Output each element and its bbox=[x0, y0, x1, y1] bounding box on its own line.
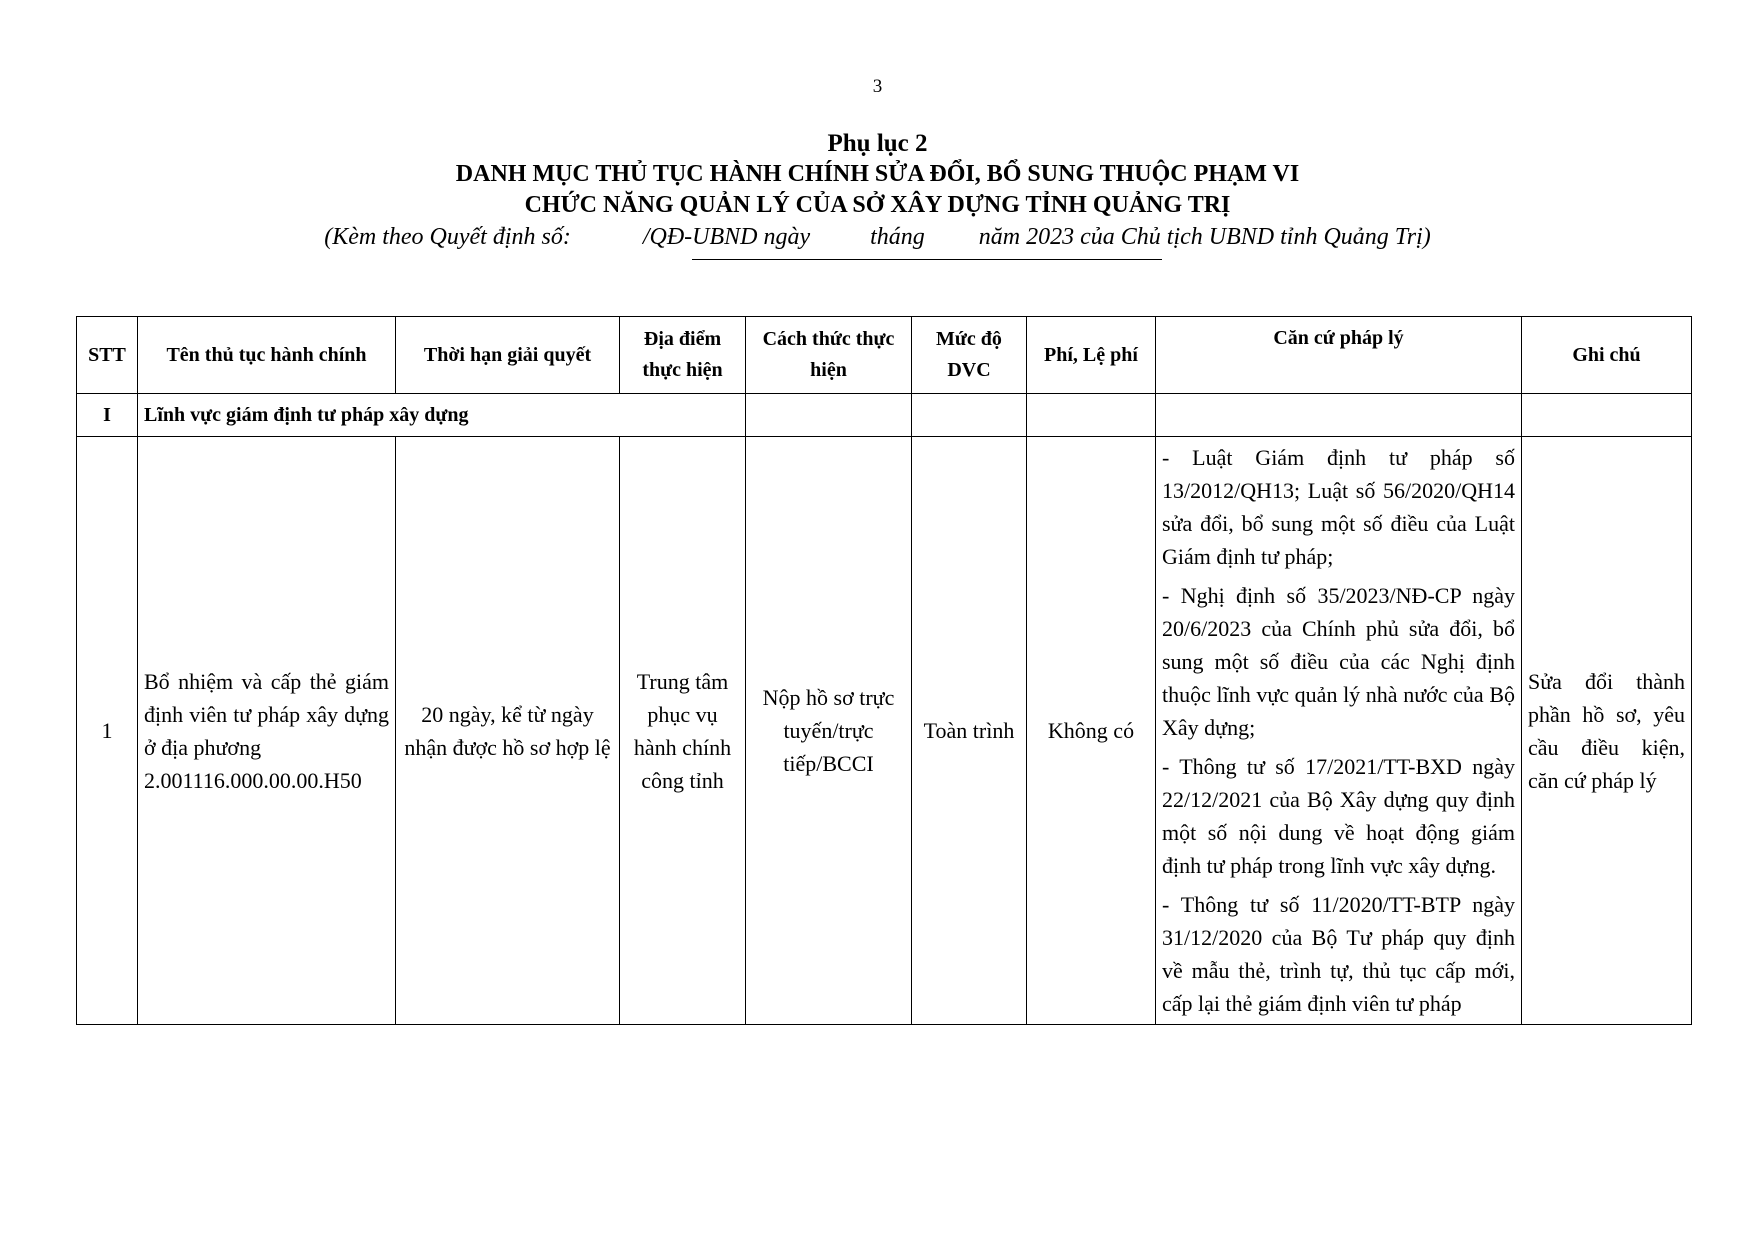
column-header: Tên thủ tục hành chính bbox=[138, 317, 396, 394]
legal-item: - Nghị định số 35/2023/NĐ-CP ngày 20/6/2023 của Chính phủ sửa đổi, bổ sung một số điều của các Nghị định thuộc lĩnh vực quản lý nhà nước của Bộ Xây dựng; bbox=[1162, 583, 1515, 740]
column-header: STT bbox=[77, 317, 138, 394]
note: Sửa đổi thành phần hồ sơ, yêu cầu điều kiện, căn cứ pháp lý bbox=[1522, 437, 1692, 1025]
title-line-2: CHỨC NĂNG QUẢN LÝ CỦA SỞ XÂY DỰNG TỈNH QUẢNG TRỊ bbox=[524, 192, 1231, 218]
table-row bbox=[77, 437, 1692, 1025]
section-row bbox=[77, 394, 1692, 437]
service-level: Toàn trình bbox=[912, 437, 1027, 1025]
document-header bbox=[0, 128, 1755, 253]
empty-cell bbox=[1522, 394, 1692, 437]
location: Trung tâm phục vụ hành chính công tỉnh bbox=[620, 437, 746, 1025]
page-number: 3 bbox=[872, 76, 883, 97]
table-header-row bbox=[77, 317, 1692, 394]
row-number: 1 bbox=[77, 437, 138, 1025]
procedure-code: 2.001116.000.00.00.H50 bbox=[144, 767, 362, 793]
method: Nộp hồ sơ trực tuyến/trực tiếp/BCCI bbox=[746, 437, 912, 1025]
empty-cell bbox=[746, 394, 912, 437]
duration: 20 ngày, kể từ ngày nhận được hồ sơ hợp lệ bbox=[396, 437, 620, 1025]
section-number: I bbox=[77, 394, 138, 437]
column-header: Mức độ DVC bbox=[912, 317, 1027, 394]
column-header: Căn cứ pháp lý bbox=[1156, 317, 1522, 394]
column-header: Thời hạn giải quyết bbox=[396, 317, 620, 394]
legal-item: - Luật Giám định tư pháp số 13/2012/QH13; Luật số 56/2020/QH14 sửa đổi, bổ sung một số điều của Luật Giám định tư pháp; bbox=[1162, 445, 1515, 569]
procedure-name: Bổ nhiệm và cấp thẻ giám định viên tư pháp xây dựng ở địa phương bbox=[144, 668, 389, 760]
legal-item: - Thông tư số 11/2020/TT-BTP ngày 31/12/2020 của Bộ Tư pháp quy định về mẫu thẻ, trình tự, thủ tục cấp mới, cấp lại thẻ giám định viên tư pháp bbox=[1162, 892, 1515, 1016]
section-title: Lĩnh vực giám định tư pháp xây dựng bbox=[138, 394, 746, 437]
procedure-name-cell bbox=[138, 437, 396, 1025]
header-rule bbox=[692, 259, 1162, 260]
appendix-title: Phụ lục 2 bbox=[827, 130, 928, 157]
empty-cell bbox=[1156, 394, 1522, 437]
column-header: Cách thức thực hiện bbox=[746, 317, 912, 394]
title-line-1: DANH MỤC THỦ TỤC HÀNH CHÍNH SỬA ĐỔI, BỔ SUNG THUỘC PHẠM VI bbox=[455, 161, 1300, 187]
empty-cell bbox=[912, 394, 1027, 437]
decision-reference: (Kèm theo Quyết định số: /QĐ-UBND ngày tháng năm 2023 của Chủ tịch UBND tỉnh Quảng Trị) bbox=[324, 224, 1431, 250]
column-header: Phí, Lệ phí bbox=[1027, 317, 1156, 394]
fee: Không có bbox=[1027, 437, 1156, 1025]
legal-item: - Thông tư số 17/2021/TT-BXD ngày 22/12/2021 của Bộ Xây dựng quy định một số nội dung về hoạt động giám định tư pháp trong lĩnh vực xây dựng. bbox=[1162, 754, 1515, 878]
empty-cell bbox=[1027, 394, 1156, 437]
legal-basis bbox=[1156, 437, 1522, 1025]
column-header: Địa điểm thực hiện bbox=[620, 317, 746, 394]
procedure-table bbox=[76, 316, 1692, 1025]
column-header: Ghi chú bbox=[1522, 317, 1692, 394]
